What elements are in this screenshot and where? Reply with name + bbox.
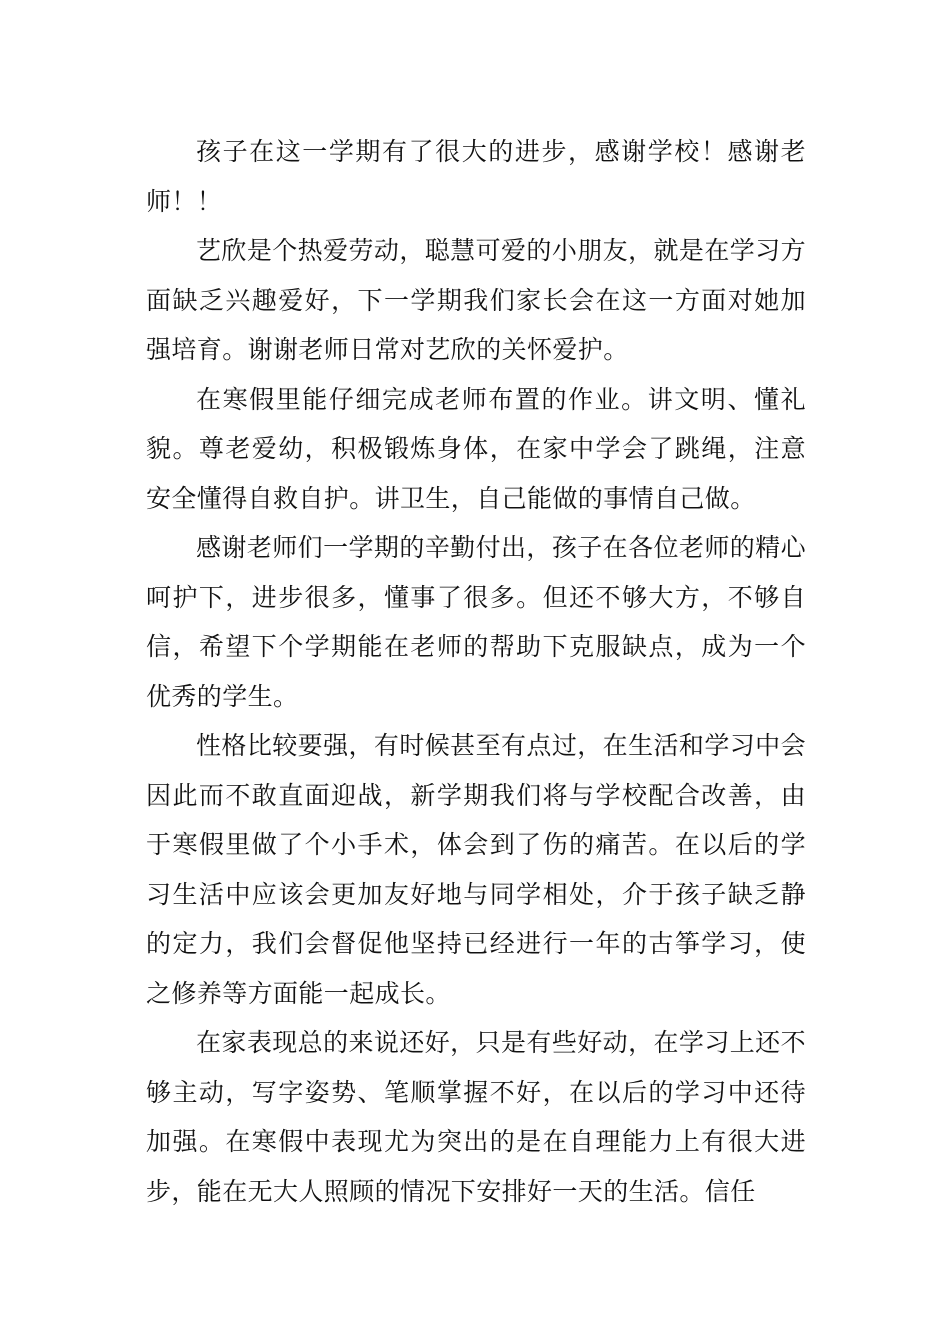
paragraph-3: 在寒假里能仔细完成老师布置的作业。讲文明、懂礼貌。尊老爱幼，积极锻炼身体，在家中学会了跳绳，注意安全懂得自救自护。讲卫生，自己能做的事情自己做。 <box>146 384 806 513</box>
document-body <box>146 127 806 1216</box>
paragraph-5: 性格比较要强，有时候甚至有点过，在生活和学习中会因此而不敢直面迎战，新学期我们将与学校配合改善，由于寒假里做了个小手术，体会到了伤的痛苦。在以后的学习生活中应该会更加友好地与同学相处，介于孩子缺乏静的定力，我们会督促他坚持已经进行一年的古筝学习，使之修养等方面能一起成长。 <box>146 731 806 1008</box>
paragraph-4: 感谢老师们一学期的辛勤付出，孩子在各位老师的精心呵护下，进步很多，懂事了很多。但还不够大方，不够自信，希望下个学期能在老师的帮助下克服缺点，成为一个优秀的学生。 <box>146 533 806 711</box>
paragraph-2: 艺欣是个热爱劳动，聪慧可爱的小朋友，就是在学习方面缺乏兴趣爱好，下一学期我们家长会在这一方面对她加强培育。谢谢老师日常对艺欣的关怀爱护。 <box>146 236 806 364</box>
paragraph-6: 在家表现总的来说还好，只是有些好动，在学习上还不够主动，写字姿势、笔顺掌握不好，在以后的学习中还待加强。在寒假中表现尤为突出的是在自理能力上有很大进步，能在无大人照顾的情况下安排好一天的生活。信任 <box>146 1028 806 1206</box>
paragraph-1: 孩子在这一学期有了很大的进步，感谢学校！感谢老师！！ <box>146 137 806 216</box>
